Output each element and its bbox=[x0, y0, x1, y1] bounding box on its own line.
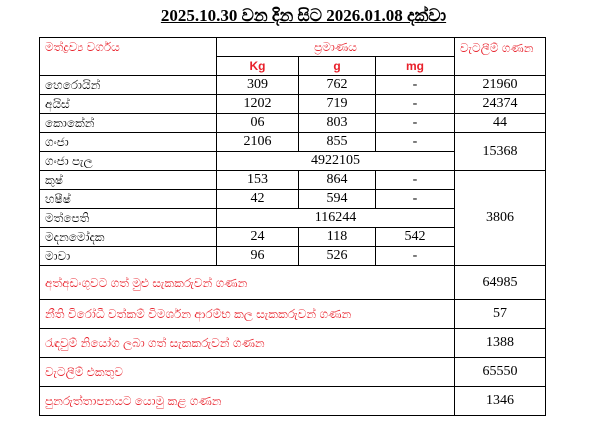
g-value: 719 bbox=[299, 95, 376, 114]
summary-label: වැටලීම් එකතුව bbox=[40, 358, 455, 387]
mg-value: - bbox=[376, 171, 455, 190]
header-kg: Kg bbox=[217, 57, 299, 76]
mg-value: - bbox=[376, 76, 455, 95]
summary-row bbox=[40, 300, 546, 329]
summary-row bbox=[40, 387, 546, 416]
table-row bbox=[40, 95, 546, 114]
drug-name: හෙරොයින් bbox=[40, 76, 217, 95]
kg-value: 42 bbox=[217, 190, 299, 209]
g-value: 118 bbox=[299, 228, 376, 247]
summary-row bbox=[40, 266, 546, 300]
page-title: 2025.10.30 වන දින සිට 2026.01.08 දක්වා bbox=[160, 6, 447, 25]
total-quantity: 116244 bbox=[217, 209, 455, 228]
summary-value: 57 bbox=[455, 300, 546, 329]
mg-value: - bbox=[376, 95, 455, 114]
kg-value: 153 bbox=[217, 171, 299, 190]
kg-value: 309 bbox=[217, 76, 299, 95]
table-row bbox=[40, 171, 546, 190]
table-row bbox=[40, 114, 546, 133]
g-value: 594 bbox=[299, 190, 376, 209]
kg-value: 06 bbox=[217, 114, 299, 133]
header-drug-type: මත්ද්‍රව්‍ය වර්ගය bbox=[40, 38, 217, 76]
table-row bbox=[40, 76, 546, 95]
raids-count: 24374 bbox=[455, 95, 546, 114]
raids-count: 21960 bbox=[455, 76, 546, 95]
kg-value: 2106 bbox=[217, 133, 299, 152]
table-row bbox=[40, 133, 546, 152]
raids-count: 44 bbox=[455, 114, 546, 133]
drug-name: කුෂ් bbox=[40, 171, 217, 190]
g-value: 855 bbox=[299, 133, 376, 152]
g-value: 864 bbox=[299, 171, 376, 190]
drug-name: අයිස් bbox=[40, 95, 217, 114]
header-mg: mg bbox=[376, 57, 455, 76]
kg-value: 1202 bbox=[217, 95, 299, 114]
summary-value: 65550 bbox=[455, 358, 546, 387]
drug-name: ගංජා bbox=[40, 133, 217, 152]
header-row bbox=[40, 38, 546, 57]
g-value: 762 bbox=[299, 76, 376, 95]
drug-seizure-table bbox=[39, 37, 546, 416]
summary-row bbox=[40, 329, 546, 358]
summary-value: 64985 bbox=[455, 266, 546, 300]
drug-name: හෂීෂ් bbox=[40, 190, 217, 209]
raids-count: 15368 bbox=[455, 133, 546, 171]
summary-label: පුනරුත්තාපනයට යොමු කළ ගණන bbox=[40, 387, 455, 416]
kg-value: 96 bbox=[217, 247, 299, 266]
header-g: g bbox=[299, 57, 376, 76]
summary-label: අත්අඩංගුවට ගත් මුළු සැකකරුවන් ගණන bbox=[40, 266, 455, 300]
drug-name: මත්පෙති bbox=[40, 209, 217, 228]
drug-name: ගංජා පැල bbox=[40, 152, 217, 171]
drug-name: මදනමෝදක bbox=[40, 228, 217, 247]
mg-value: - bbox=[376, 190, 455, 209]
header-raids-count: වැටලීම් ගණන bbox=[455, 38, 546, 76]
g-value: 803 bbox=[299, 114, 376, 133]
mg-value: - bbox=[376, 133, 455, 152]
drug-name: කොකේන් bbox=[40, 114, 217, 133]
summary-row bbox=[40, 358, 546, 387]
drug-name: මාවා bbox=[40, 247, 217, 266]
summary-label: රැඳවුම් නියෝග ලබා ගත් සැකකරුවන් ගණන bbox=[40, 329, 455, 358]
mg-value: - bbox=[376, 114, 455, 133]
summary-value: 1346 bbox=[455, 387, 546, 416]
kg-value: 24 bbox=[217, 228, 299, 247]
raids-count: 3806 bbox=[455, 171, 546, 266]
mg-value: 542 bbox=[376, 228, 455, 247]
g-value: 526 bbox=[299, 247, 376, 266]
mg-value: - bbox=[376, 247, 455, 266]
header-quantity: ප්‍රමාණය bbox=[217, 38, 455, 57]
summary-value: 1388 bbox=[455, 329, 546, 358]
summary-label: නීති විරෝධී වත්කම් විමර්ශන ආරම්භ කල සැකකරුවන් ගණන bbox=[40, 300, 455, 329]
total-quantity: 4922105 bbox=[217, 152, 455, 171]
